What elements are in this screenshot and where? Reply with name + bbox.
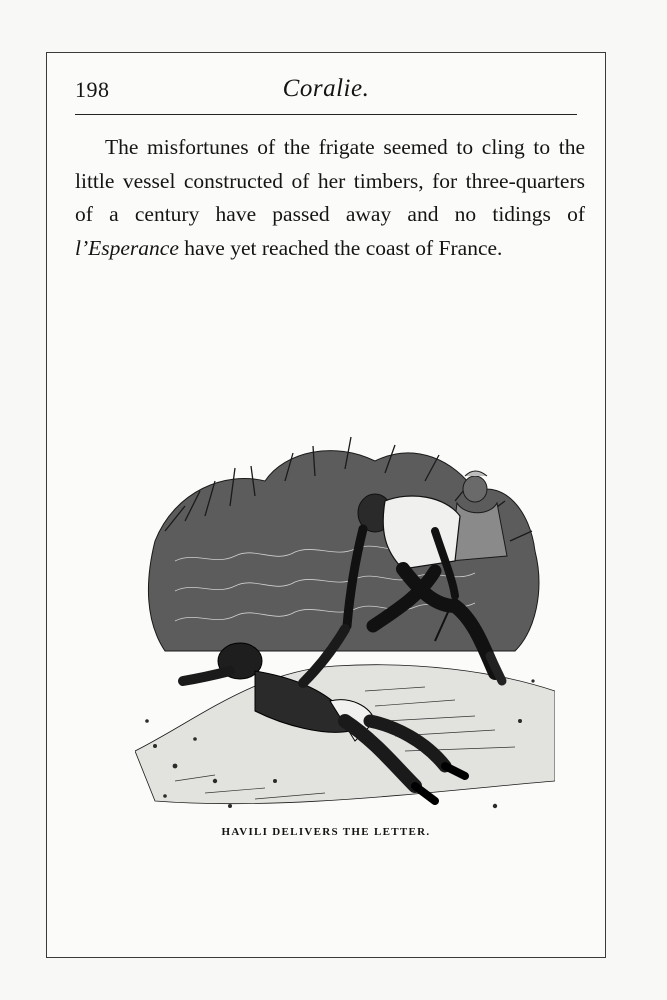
body-text-start: The misfortunes of the frigate seemed to cling to the little vessel constructed of her timbers, for three-quarters of a century have passed away and no tidings of bbox=[75, 135, 585, 226]
body-paragraph bbox=[75, 131, 585, 265]
engraving-illustration bbox=[135, 421, 555, 821]
page-header bbox=[75, 73, 577, 115]
ground bbox=[135, 665, 555, 804]
page-frame bbox=[46, 52, 606, 958]
running-head: Coralie. bbox=[282, 75, 370, 102]
page-number: 198 bbox=[75, 77, 110, 102]
body-text-end: have yet reached the coast of France. bbox=[178, 235, 503, 260]
illustration-caption: HAVILI DELIVERS THE LETTER. bbox=[221, 826, 431, 838]
ship-name: l’Esperance bbox=[75, 235, 179, 260]
